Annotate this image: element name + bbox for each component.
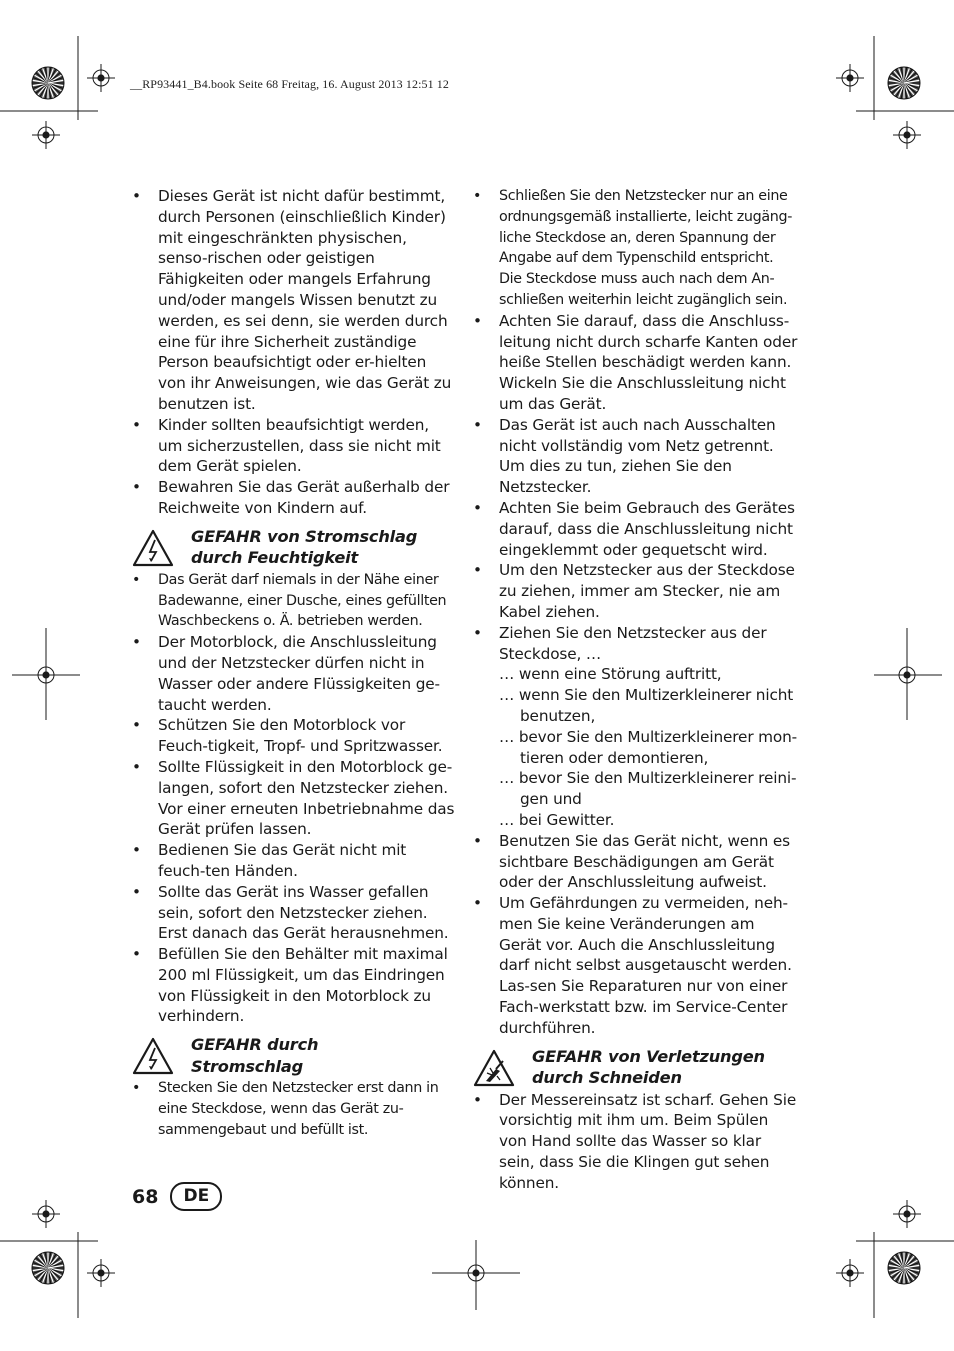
- moisture-bullet-list: [132, 632, 457, 1027]
- safety-bullet-list-2: [473, 831, 798, 1039]
- list-item: • Der Motorblock, die Anschlussleitung und der Netzstecker dürfen nicht in Wasser oder andere Flüssigkeiten ge-taucht werden.: [132, 632, 457, 715]
- list-item: • Bewahren Sie das Gerät außerhalb der Reichweite von Kindern auf.: [132, 477, 457, 519]
- starburst-mark-icon: [32, 67, 64, 99]
- warning-title: durch Feuchtigkeit: [191, 548, 358, 568]
- list-item: • Achten Sie darauf, dass die Anschluss-leitung nicht durch scharfe Kanten oder heiße Stellen beschädigt werden kann. Wickeln Sie die Anschlussleitung nicht um das Gerät.: [473, 311, 798, 415]
- cutting-hazard-warning-icon: [473, 1049, 515, 1087]
- unplug-conditions-list: [473, 664, 798, 830]
- list-item: • Ziehen Sie den Netzstecker aus der Steckdose, …: [473, 623, 798, 665]
- crosshair-mark-icon: [32, 121, 60, 149]
- list-item: • Der Messereinsatz ist scharf. Gehen Sie vorsichtig mit ihm um. Beim Spülen von Hand sollte das Wasser so klar sein, dass Sie die Klingen gut sehen können.: [473, 1090, 798, 1194]
- list-item: • Kinder sollten beaufsichtigt werden, um sicherzustellen, dass sie nicht mit dem Gerät spielen.: [132, 415, 457, 477]
- cut-bullet-list: [473, 1090, 798, 1194]
- crosshair-mark-icon: [32, 1200, 60, 1228]
- starburst-mark-icon: [32, 1252, 64, 1284]
- page-number: 68: [132, 1185, 159, 1208]
- list-item: … wenn Sie den Multizerkleinerer nicht benutzen,: [499, 686, 794, 725]
- left-column: [132, 186, 457, 1141]
- crosshair-mark-icon: [87, 64, 115, 92]
- crosshair-mark-icon: [893, 661, 921, 689]
- warning-title: Stromschlag: [191, 1056, 303, 1076]
- warning-cut: [473, 1046, 798, 1090]
- crosshair-mark-icon: [462, 1259, 490, 1287]
- starburst-mark-icon: [888, 67, 920, 99]
- crosshair-mark-icon: [893, 1200, 921, 1228]
- electric-shock-warning-icon: [132, 1037, 174, 1075]
- crosshair-mark-icon: [87, 1259, 115, 1287]
- warning-title: durch Schneiden: [532, 1068, 682, 1088]
- list-item: • Stecken Sie den Netzstecker erst dann in eine Steckdose, wenn das Gerät zu-sammengebaut und befüllt ist.: [132, 1078, 457, 1140]
- print-header-info: __RP93441_B4.book Seite 68 Freitag, 16. August 2013 12:51 12: [130, 77, 450, 91]
- intro-bullet-list: [132, 186, 457, 519]
- warning-shock: [132, 1034, 457, 1078]
- list-item: • Um Gefährdungen zu vermeiden, neh-men Sie keine Veränderungen am Gerät vor. Auch die Anschlussleitung darf nicht selbst ausgetauscht werden. Las-sen Sie Reparaturen nur von einer Fach-werkstatt bzw. im Service-Center durchführen.: [473, 893, 798, 1039]
- list-item: • Benutzen Sie das Gerät nicht, wenn es sichtbare Beschädigungen am Gerät oder der Anschlussleitung aufweist.: [473, 831, 798, 893]
- right-column: [473, 186, 798, 1194]
- crosshair-mark-icon: [32, 661, 60, 689]
- list-item: … bevor Sie den Multizerkleinerer reini-gen und: [499, 769, 797, 809]
- warning-title: GEFAHR durch: [191, 1035, 319, 1055]
- language-badge: DE: [170, 1182, 222, 1211]
- warning-title: GEFAHR von Stromschlag: [191, 526, 418, 546]
- crosshair-mark-icon: [893, 121, 921, 149]
- list-item: • Schützen Sie den Motorblock vor Feuch-tigkeit, Tropf- und Spritzwasser.: [132, 715, 457, 757]
- list-item: • Sollte Flüssigkeit in den Motorblock ge-langen, sofort den Netzstecker ziehen. Vor einer erneuten Inbetriebnahme das Gerät prüfen lassen.: [132, 757, 457, 840]
- moisture-first-bullet: [132, 570, 457, 632]
- list-item: • Schließen Sie den Netzstecker nur an eine ordnungsgemäß installierte, leicht zugäng-liche Steckdose an, deren Spannung der Angabe auf dem Typenschild entspricht. Die Steckdose muss auch nach dem An-schließen weiterhin leicht zugänglich sein.: [473, 186, 798, 311]
- list-item: • Bedienen Sie das Gerät nicht mit feuch-ten Händen.: [132, 840, 457, 882]
- list-item: … bevor Sie den Multizerkleinerer mon-tieren oder demontieren,: [499, 727, 798, 767]
- list-item: • Das Gerät ist auch nach Ausschalten nicht vollständig vom Netz getrennt. Um dies zu tun, ziehen Sie den Netzstecker.: [473, 415, 798, 498]
- list-item: • Achten Sie beim Gebrauch des Gerätes darauf, dass die Anschlussleitung nicht eingeklemmt oder gequetscht wird.: [473, 498, 798, 560]
- crosshair-mark-icon: [836, 1259, 864, 1287]
- list-item: … bei Gewitter.: [499, 810, 615, 829]
- warning-moisture: [132, 526, 457, 570]
- shock-bullet-list: [132, 1078, 457, 1140]
- plug-bullet: [473, 186, 798, 311]
- safety-bullet-list: [473, 311, 798, 665]
- page-footer: [132, 1182, 222, 1211]
- list-item: … wenn eine Störung auftritt,: [499, 665, 722, 684]
- warning-title: GEFAHR von Verletzungen: [532, 1046, 765, 1066]
- list-item: • Das Gerät darf niemals in der Nähe einer Badewanne, einer Dusche, eines gefüllten Waschbeckens o. Ä. betrieben werden.: [132, 570, 457, 632]
- starburst-mark-icon: [888, 1252, 920, 1284]
- electric-shock-warning-icon: [132, 529, 174, 567]
- list-item: • Sollte das Gerät ins Wasser gefallen sein, sofort den Netzstecker ziehen. Erst danach das Gerät herausnehmen.: [132, 882, 457, 944]
- crosshair-mark-icon: [836, 64, 864, 92]
- list-item: • Um den Netzstecker aus der Steckdose zu ziehen, immer am Stecker, nie am Kabel ziehen.: [473, 560, 798, 622]
- list-item: • Dieses Gerät ist nicht dafür bestimmt, durch Personen (einschließlich Kinder) mit eingeschränkten physischen, senso-rischen oder geistigen Fähigkeiten oder mangels Erfahrung und/oder mangels Wissen benutzt zu werden, es sei denn, sie werden durch eine für ihre Sicherheit zuständige Person beaufsichtigt oder er-hielten von ihr Anweisungen, wie das Gerät zu benutzen ist.: [132, 186, 457, 415]
- list-item: • Befüllen Sie den Behälter mit maximal 200 ml Flüssigkeit, um das Eindringen von Flüssigkeit in den Motorblock zu verhindern.: [132, 944, 457, 1027]
